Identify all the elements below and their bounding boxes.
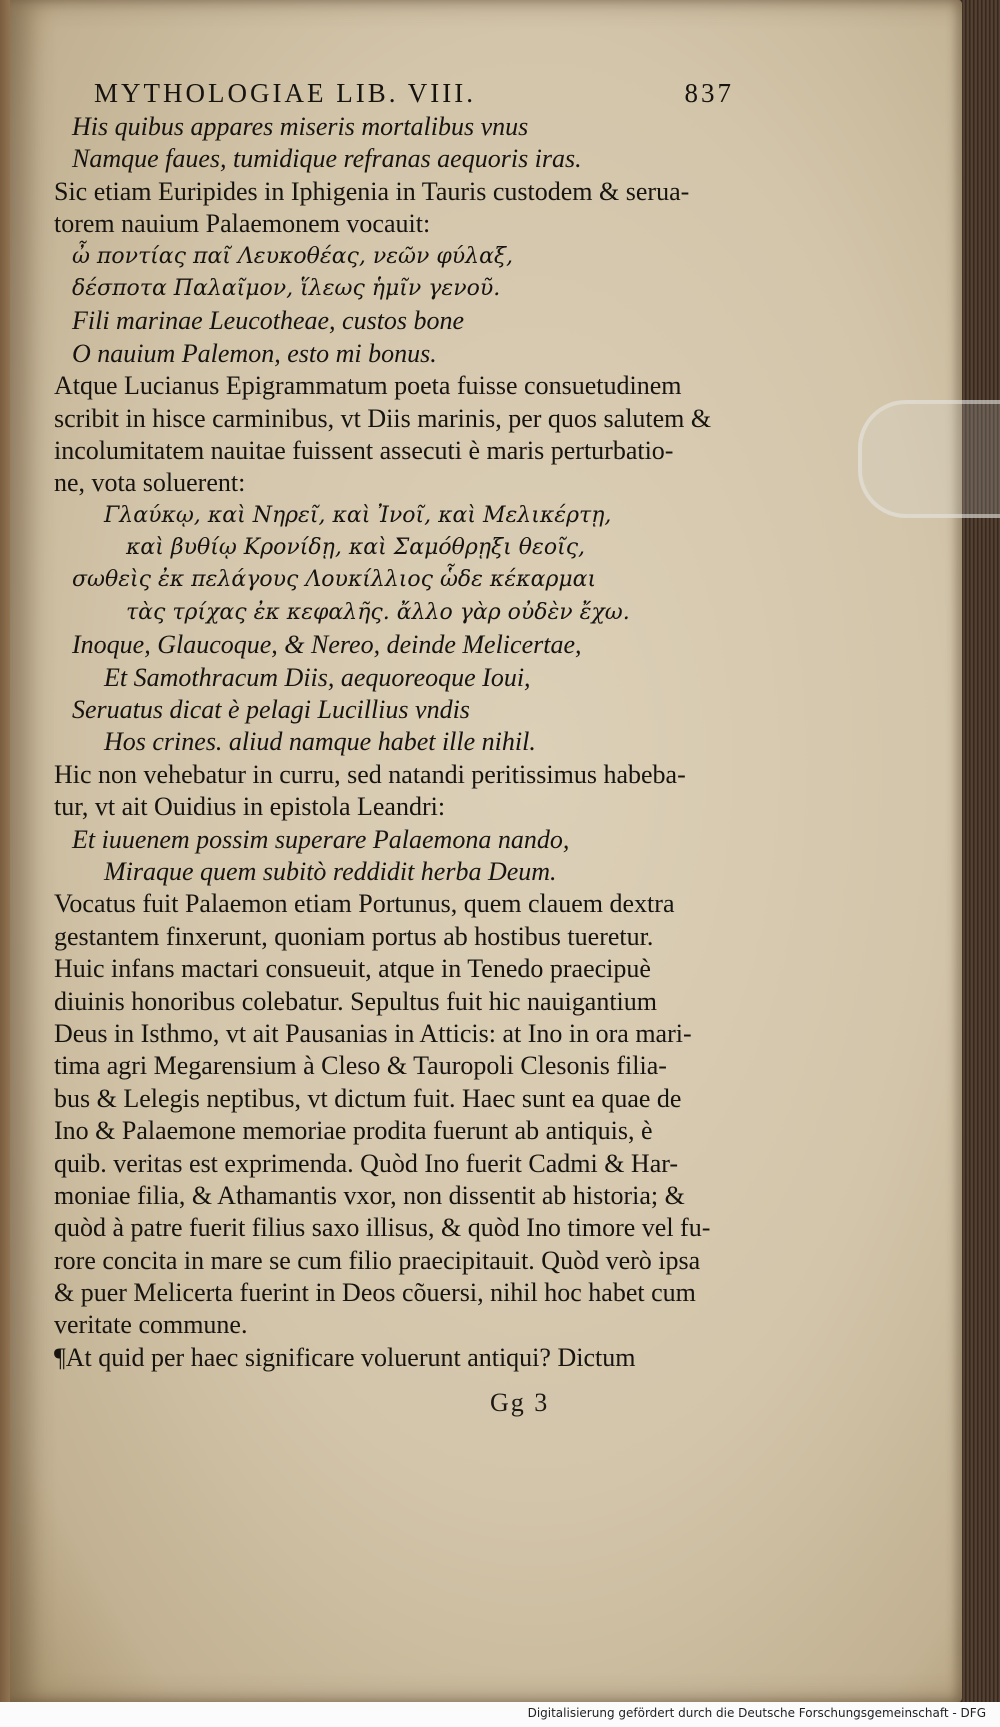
greek-verse-line: τὰς τρίχας ἐκ κεφαλῆς. ἄλλο γὰρ οὐδὲν ἔχω.: [126, 599, 630, 625]
signature-mark: Gg 3: [490, 1388, 550, 1417]
running-title: MYTHOLOGIAE LIB. VIII.: [94, 78, 476, 108]
latin-verse-line: Et Samothracum Diis, aequoreoque Ioui,: [104, 662, 531, 692]
prose-line: & puer Melicerta fuerint in Deos cõuersi, nihil hoc habet cum: [54, 1278, 696, 1308]
prose-line: rore concita in mare se cum filio praecipitauit. Quòd verò ipsa: [54, 1245, 701, 1275]
prose-line: veritate commune.: [54, 1310, 248, 1340]
latin-verse-line: Seruatus dicat è pelagi Lucillius vndis: [72, 695, 470, 725]
prose-line: tima agri Megarensium à Cleso & Tauropoli Clesonis filia-: [54, 1051, 667, 1081]
prose-line: ¶At quid per haec significare voluerunt antiqui? Dictum: [54, 1342, 636, 1372]
latin-verse-line: Namque faues, tumidique refranas aequoris iras.: [72, 144, 582, 174]
latin-verse-line: Inoque, Glaucoque, & Nereo, deinde Melicertae,: [72, 630, 582, 660]
footer-credit: Digitalisierung gefördert durch die Deutsche Forschungsgemeinschaft - DFG: [527, 1706, 986, 1720]
prose-line: Vocatus fuit Palaemon etiam Portunus, quem clauem dextra: [54, 889, 675, 919]
greek-verse-line: δέσποτα Παλαῖμον, ἵλεως ἡμῖν γενοῦ.: [72, 275, 501, 301]
prose-line: moniae filia, & Athamantis vxor, non dissentit ab historia; &: [54, 1180, 685, 1210]
page-body: [54, 111, 734, 1374]
latin-verse-line: Hos crines. aliud namque habet ille nihil.: [104, 727, 536, 757]
greek-verse-line: καὶ βυθίῳ Κρονίδῃ, καὶ Σαμόθρῃξι θεοῖς,: [126, 535, 586, 561]
prose-line: ne, vota soluerent:: [54, 468, 246, 498]
latin-verse-line: Et iuuenem possim superare Palaemona nando,: [72, 824, 570, 854]
latin-verse-line: O nauium Palemon, esto mi bonus.: [72, 338, 437, 368]
prose-line: scribit in hisce carminibus, vt Diis marinis, per quos salutem &: [54, 403, 712, 433]
prose-line: quòd à patre fuerit filius saxo illisus, & quòd Ino timore vel fu-: [54, 1213, 711, 1243]
greek-verse-line: ὦ ποντίας παῖ Λευκοθέας, νεῶν φύλαξ,: [72, 243, 514, 269]
prose-line: bus & Lelegis neptibus, vt dictum fuit. Haec sunt ea quae de: [54, 1083, 682, 1113]
prose-line: Huic infans mactari consueuit, atque in Tenedo praecipuè: [54, 954, 651, 984]
page-text-block: [54, 78, 734, 1374]
prose-line: incolumitatem nauitae fuissent assecuti è maris perturbatio-: [54, 435, 674, 465]
latin-verse-line: Fili marinae Leucotheae, custos bone: [72, 306, 465, 336]
prose-line: tur, vt ait Ouidius in epistola Leandri:: [54, 792, 446, 822]
greek-verse-line: σωθεὶς ἐκ πελάγους Λουκίλλιος ὧδε κέκαρμαι: [72, 567, 597, 593]
page-header: [94, 78, 734, 109]
prose-line: Atque Lucianus Epigrammatum poeta fuisse consuetudinem: [54, 371, 682, 401]
page-number: 837: [684, 78, 734, 108]
footer-bar: [0, 1702, 1000, 1727]
prose-line: Deus in Isthmo, vt ait Pausanias in Atticis: at Ino in ora mari-: [54, 1018, 692, 1048]
prose-line: diuinis honoribus colebatur. Sepultus fuit hic nauigantium: [54, 986, 657, 1016]
prose-line: Sic etiam Euripides in Iphigenia in Tauris custodem & serua-: [54, 176, 690, 206]
book-page: [10, 0, 962, 1702]
prose-line: gestantem finxerunt, quoniam portus ab hostibus tueretur.: [54, 921, 654, 951]
prose-line: Hic non vehebatur in curru, sed natandi peritissimus habeba-: [54, 759, 686, 789]
prose-line: Ino & Palaemone memoriae prodita fuerunt ab antiquis, è: [54, 1116, 653, 1146]
greek-verse-line: Γλαύκῳ, καὶ Νηρεῖ, καὶ Ἰνοῖ, καὶ Μελικέρτῃ,: [104, 502, 612, 528]
page-clip-holder: [858, 400, 1000, 518]
latin-verse-line: Miraque quem subitò reddidit herba Deum.: [104, 856, 557, 886]
book-page-edges: [958, 0, 1000, 1727]
prose-line: torem nauium Palaemonem vocauit:: [54, 209, 431, 239]
prose-line: quib. veritas est exprimenda. Quòd Ino fuerit Cadmi & Har-: [54, 1148, 679, 1178]
latin-verse-line: His quibus appares miseris mortalibus vnus: [72, 112, 529, 141]
